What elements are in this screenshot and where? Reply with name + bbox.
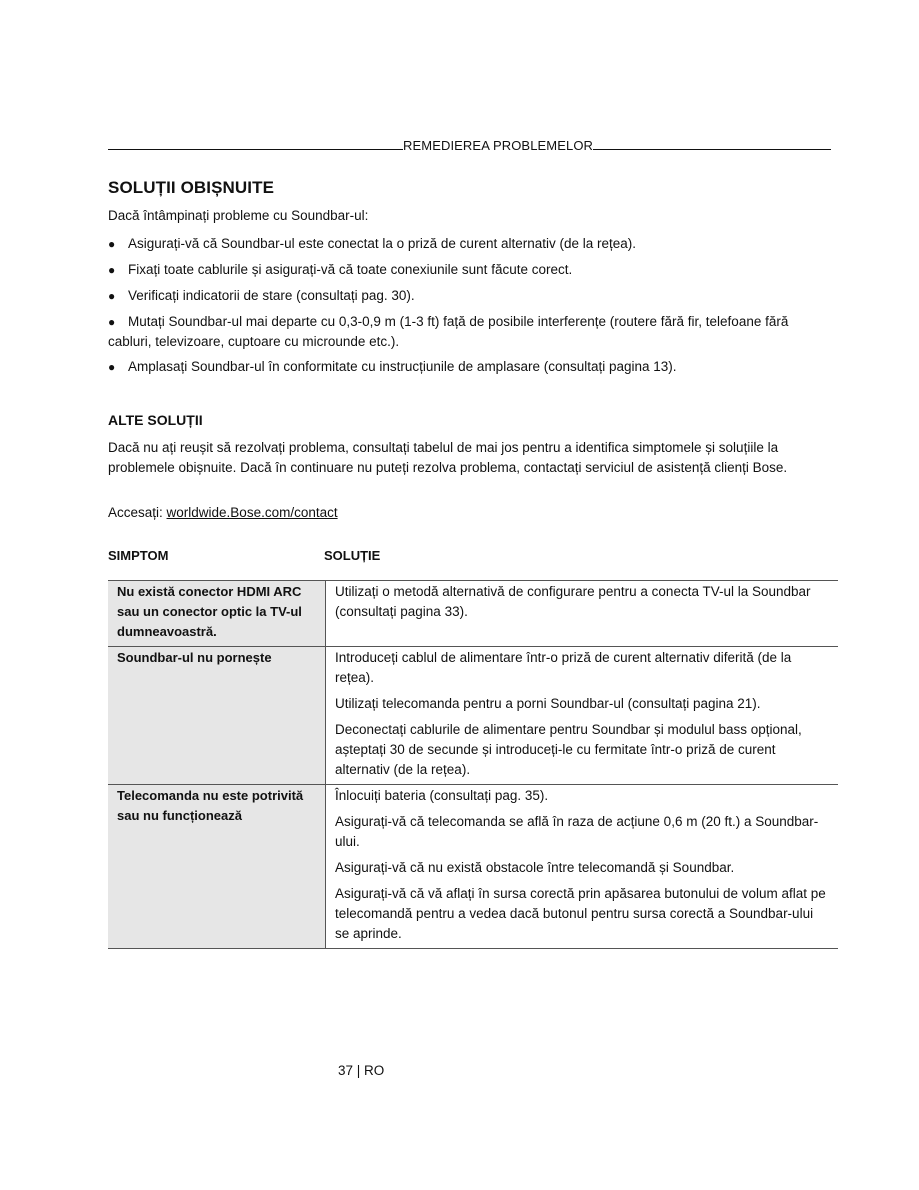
other-solutions-paragraph: Dacă nu ați reușit să rezolvați problema, consultați tabelul de mai jos pentru a identifica simptomele și soluțiile la problemele obișnuite. Dacă în continuare nu puteți rezolva problema, contactați serviciul de asistență clienți Bose. — [108, 440, 788, 475]
bullet-icon: ● — [108, 237, 116, 251]
table-row — [108, 647, 838, 785]
list-item: ● Verificați indicatorii de stare (consultați pag. 30). — [108, 286, 828, 306]
solution-text: Utilizați o metodă alternativă de configurare pentru a conecta TV-ul la Soundbar (consultați pagina 33). — [335, 584, 811, 619]
symptom-cell: Telecomanda nu este potrivită sau nu funcționează — [108, 785, 326, 949]
bullet-icon: ● — [108, 360, 116, 374]
solution-cell — [326, 785, 839, 949]
list-item: ● Amplasați Soundbar-ul în conformitate cu instrucțiunile de amplasare (consultați pagina 13). — [108, 357, 828, 377]
bullet-icon: ● — [108, 315, 116, 329]
troubleshooting-table — [108, 580, 838, 949]
running-title: REMEDIEREA PROBLEMELOR — [403, 138, 594, 153]
support-link[interactable]: worldwide.Bose.com/contact — [166, 505, 338, 520]
running-header — [108, 136, 838, 154]
solution-cell — [326, 647, 839, 785]
common-solutions-list — [108, 234, 828, 383]
solution-text: Asigurați-vă că telecomanda se află în raza de acțiune 0,6 m (20 ft.) a Soundbar-ului. — [335, 814, 819, 849]
solution-text: Utilizați telecomanda pentru a porni Soundbar-ul (consultați pagina 21). — [335, 696, 761, 711]
solution-cell — [326, 581, 839, 647]
header-rule-right — [593, 136, 831, 150]
list-item: ● Asigurați-vă că Soundbar-ul este conectat la o priză de curent alternativ (de la rețea). — [108, 234, 828, 254]
column-header-solution: SOLUȚIE — [324, 548, 381, 563]
section-title-other: ALTE SOLUȚII — [108, 412, 203, 428]
symptom-cell: Nu există conector HDMI ARC sau un conector optic la TV-ul dumneavoastră. — [108, 581, 326, 647]
symptom-cell: Soundbar-ul nu pornește — [108, 647, 326, 785]
solution-text: Asigurați-vă că nu există obstacole între telecomandă și Soundbar. — [335, 860, 735, 875]
table-row — [108, 785, 838, 949]
list-item: ● Fixați toate cablurile și asigurați-vă că toate conexiunile sunt făcute corect. — [108, 260, 828, 280]
section-title-common: SOLUȚII OBIȘNUITE — [108, 178, 275, 197]
column-header-symptom: SIMPTOM — [108, 548, 169, 563]
list-item: ● Mutați Soundbar-ul mai departe cu 0,3-0,9 m (1-3 ft) față de posibile interferențe (routere fără fir, telefoane fără cabluri, televizoare, cuptoare cu microunde etc.). — [108, 314, 789, 349]
bullet-icon: ● — [108, 289, 116, 303]
solution-text: Introduceți cablul de alimentare într-o priză de curent alternativ diferită (de la rețea). — [335, 650, 792, 685]
intro-text: Dacă întâmpinați probleme cu Soundbar-ul: — [108, 208, 369, 223]
visit-label: Accesați: — [108, 505, 167, 520]
page-number: 37 | RO — [338, 1063, 385, 1078]
table-row — [108, 581, 838, 647]
header-rule-left — [108, 136, 403, 150]
bullet-icon: ● — [108, 263, 116, 277]
solution-text: Înlocuiți bateria (consultați pag. 35). — [335, 788, 549, 803]
visit-line — [108, 505, 338, 520]
solution-text: Asigurați-vă că vă aflați în sursa corectă prin apăsarea butonului de volum aflat pe telecomandă pentru a vedea dacă butonul pentru sursa corectă a Soundbar-ului se aprinde. — [335, 886, 826, 941]
solution-text: Deconectați cablurile de alimentare pentru Soundbar și modulul bass opțional, așteptați 30 de secunde și introduceți-le cu fermitate într-o priză de curent alternativ (de la rețea). — [335, 722, 802, 777]
